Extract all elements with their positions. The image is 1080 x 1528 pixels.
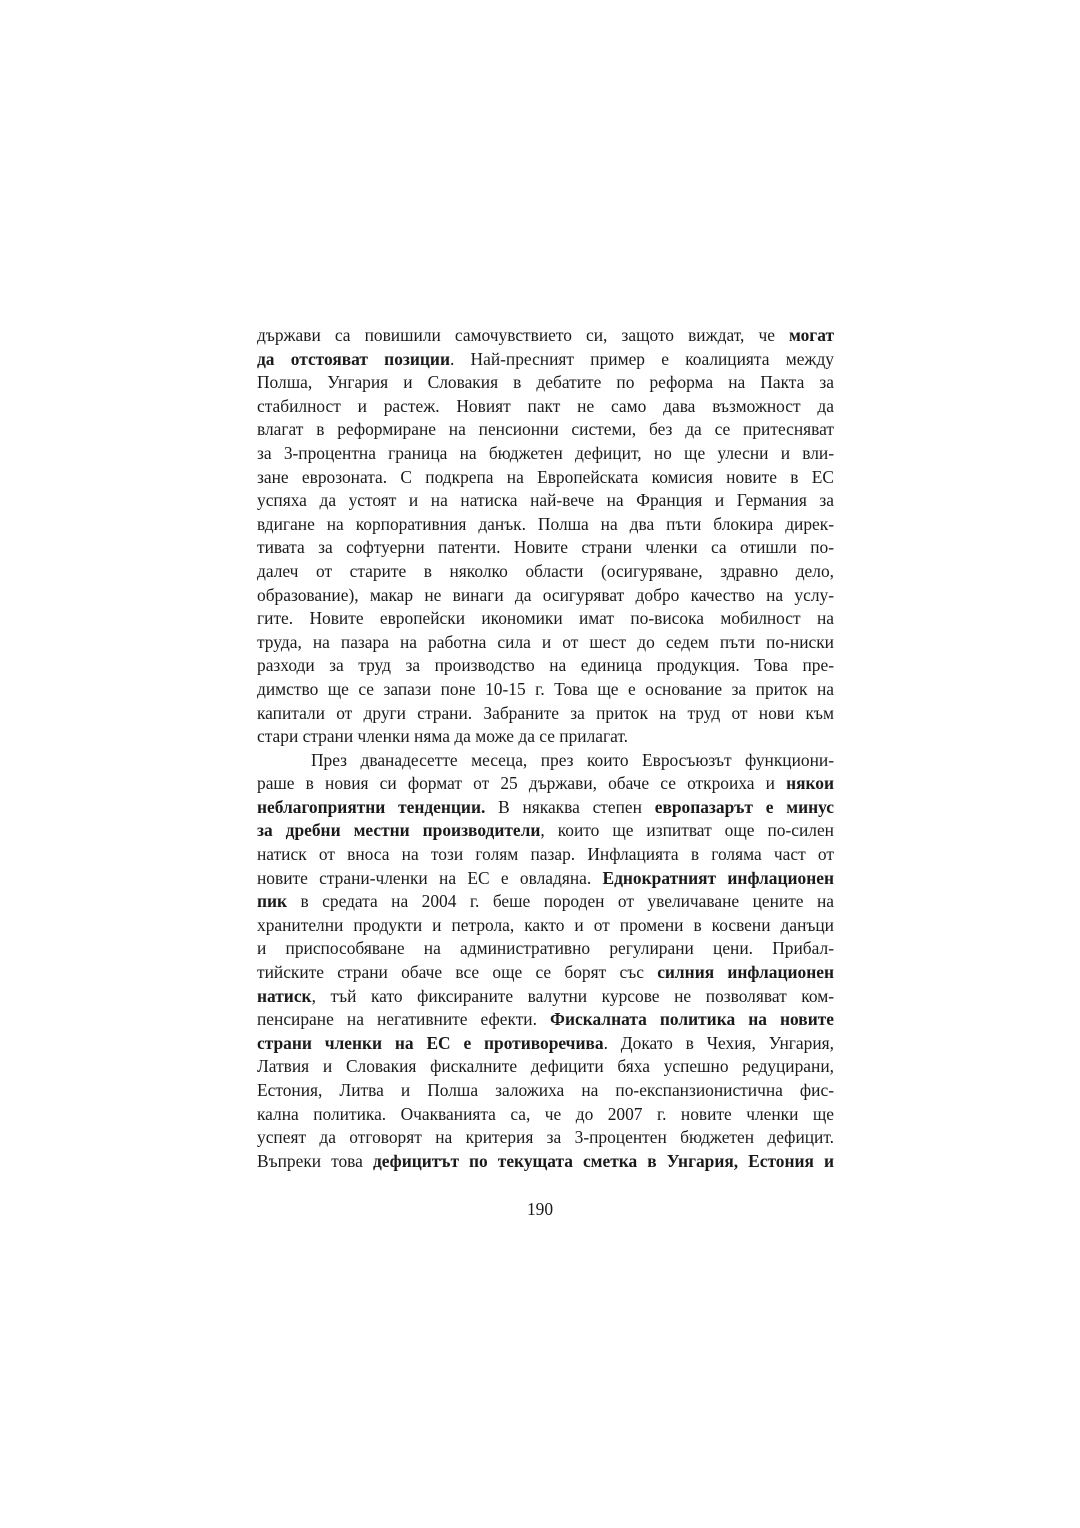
bold-text: европазарът е минус: [654, 796, 834, 817]
text-line: [257, 607, 834, 631]
text-line: [257, 819, 834, 843]
text-run: Естония, Литва и Полша заложиха на по-експанзионистична фис-: [257, 1080, 834, 1100]
text-line: [257, 867, 834, 891]
text-line: [257, 513, 834, 537]
text-line: [257, 418, 834, 442]
text-line: [257, 1079, 834, 1103]
text-run: тийските страни обаче все още се борят със: [257, 962, 658, 983]
text-line: [257, 937, 834, 961]
bold-text: неблагоприятни тенденции.: [257, 796, 486, 817]
page-number: 190: [526, 1199, 554, 1219]
text-line: [257, 890, 834, 914]
text-line: [257, 985, 834, 1009]
text-run: стабилност и растеж. Новият пакт не само дава възможност да: [257, 395, 834, 416]
text-run: успеят да отговорят на критерия за 3-процентен бюджетен дефицит.: [257, 1127, 834, 1148]
text-run: успяха да устоят и на натиска най-вече на Франция и Германия за: [257, 490, 834, 511]
bold-text: страни членки на ЕС е противоречива: [257, 1032, 604, 1053]
bold-text: Еднократният инфлационен: [602, 867, 834, 888]
text-line: [257, 536, 834, 560]
text-line: [257, 654, 834, 678]
text-line: [257, 584, 834, 608]
text-line: [257, 1103, 834, 1127]
text-run: В някаква степен: [485, 796, 655, 817]
text-run: натиск от вноса на този голям пазар. Инфлацията в голяма част от: [257, 844, 834, 865]
text-run: Латвия и Словакия фискалните дефицити бяха успешно редуцирани,: [257, 1056, 834, 1077]
text-run: разходи за труд за производство на единица продукция. Това пре-: [257, 655, 834, 676]
text-run: зане еврозоната. С подкрепа на Европейската комисия новите в ЕС: [257, 466, 834, 487]
text-run: образование), макар не винаги да осигуряват добро качество на услу-: [257, 584, 834, 605]
text-run: новите страни-членки на ЕС е овладяна.: [257, 867, 603, 888]
text-line: [257, 914, 834, 938]
text-line: [257, 796, 834, 820]
text-line: [257, 1055, 834, 1079]
text-run: . Докато в Чехия, Унгария,: [603, 1032, 834, 1053]
text-run: в средата на 2004 г. беше породен от увеличаване цените на: [287, 891, 834, 912]
text-run: , които ще изпитват още по-силен: [540, 820, 834, 841]
text-line: [257, 772, 834, 796]
paragraph: [257, 324, 834, 749]
text-line: [257, 702, 834, 726]
text-run: вдигане на корпоративния данък. Полша на два пъти блокира дирек-: [257, 513, 834, 534]
bold-text: някои: [786, 773, 834, 794]
text-run: тивата за софтуерни патенти. Новите страни членки са отишли по-: [257, 537, 834, 558]
text-run: Полша, Унгария и Словакия в дебатите по реформа на Пакта за: [257, 372, 834, 393]
text-line: [257, 466, 834, 490]
text-line: [257, 395, 834, 419]
text-run: труда, на пазара на работна сила и от шест до седем пъти по-ниски: [257, 631, 834, 652]
text-line: [257, 843, 834, 867]
text-run: димство ще се запази поне 10-15 г. Това ще е основание за приток на: [257, 678, 834, 699]
body-text: [257, 324, 834, 1173]
bold-text: да отстояват позиции: [257, 348, 450, 369]
text-line: [257, 489, 834, 513]
text-run: държави са повишили самочувствието си, защото виждат, че: [257, 325, 789, 345]
text-line: [257, 324, 834, 348]
text-run: и приспособяване на административно регулирани цени. Прибал-: [257, 938, 834, 959]
text-run: кална политика. Очакванията са, че до 2007 г. новите членки ще: [257, 1103, 834, 1124]
text-line: [257, 1126, 834, 1150]
text-line: [257, 631, 834, 655]
text-run: . Най-пресният пример е коалицията между: [449, 348, 834, 369]
text-line: [257, 1150, 834, 1174]
text-run: влагат в реформиране на пенсионни системи, без да се притесняват: [257, 419, 834, 440]
text-run: пенсиране на негативните ефекти.: [257, 1009, 551, 1030]
bold-text: дефицитът по текущата сметка в Унгария, Естония и: [372, 1150, 834, 1171]
text-line: [257, 961, 834, 985]
text-line: [257, 348, 834, 372]
bold-text: Фискалната политика на новите: [550, 1009, 834, 1030]
bold-text: за дребни местни производители: [257, 820, 541, 841]
text-line: [257, 1008, 834, 1032]
text-run: стари страни членки няма да може да се прилагат.: [257, 726, 629, 747]
text-line: [257, 371, 834, 395]
text-run: , тъй като фиксираните валутни курсове не позволяват ком-: [311, 985, 834, 1006]
text-run: раше в новия си формат от 25 държави, обаче се откроиха и: [257, 773, 787, 794]
text-run: хранителни продукти и петрола, както и от промени в косвени данъци: [257, 914, 834, 935]
text-line: [257, 678, 834, 702]
bold-text: силния инфлационен: [657, 962, 834, 983]
text-line: [257, 725, 834, 749]
text-line: [257, 560, 834, 584]
text-run: далеч от старите в няколко области (осигуряване, здравно дело,: [257, 560, 834, 581]
bold-text: натиск: [257, 985, 312, 1006]
text-line: [257, 749, 834, 773]
bold-text: могат: [789, 325, 834, 345]
text-run: Въпреки това: [257, 1150, 373, 1171]
text-run: за 3-процентна граница на бюджетен дефицит, но ще улесни и вли-: [257, 442, 834, 463]
text-line: [257, 1032, 834, 1056]
text-run: През дванадесетте месеца, през които Евросъюзът функциони-: [311, 749, 834, 770]
text-run: капитали от други страни. Забраните за приток на труд от нови към: [257, 702, 834, 723]
bold-text: пик: [257, 891, 288, 912]
text-line: [257, 442, 834, 466]
text-run: гите. Новите европейски икономики имат по-висока мобилност на: [257, 608, 834, 629]
paragraph: [257, 749, 834, 1174]
